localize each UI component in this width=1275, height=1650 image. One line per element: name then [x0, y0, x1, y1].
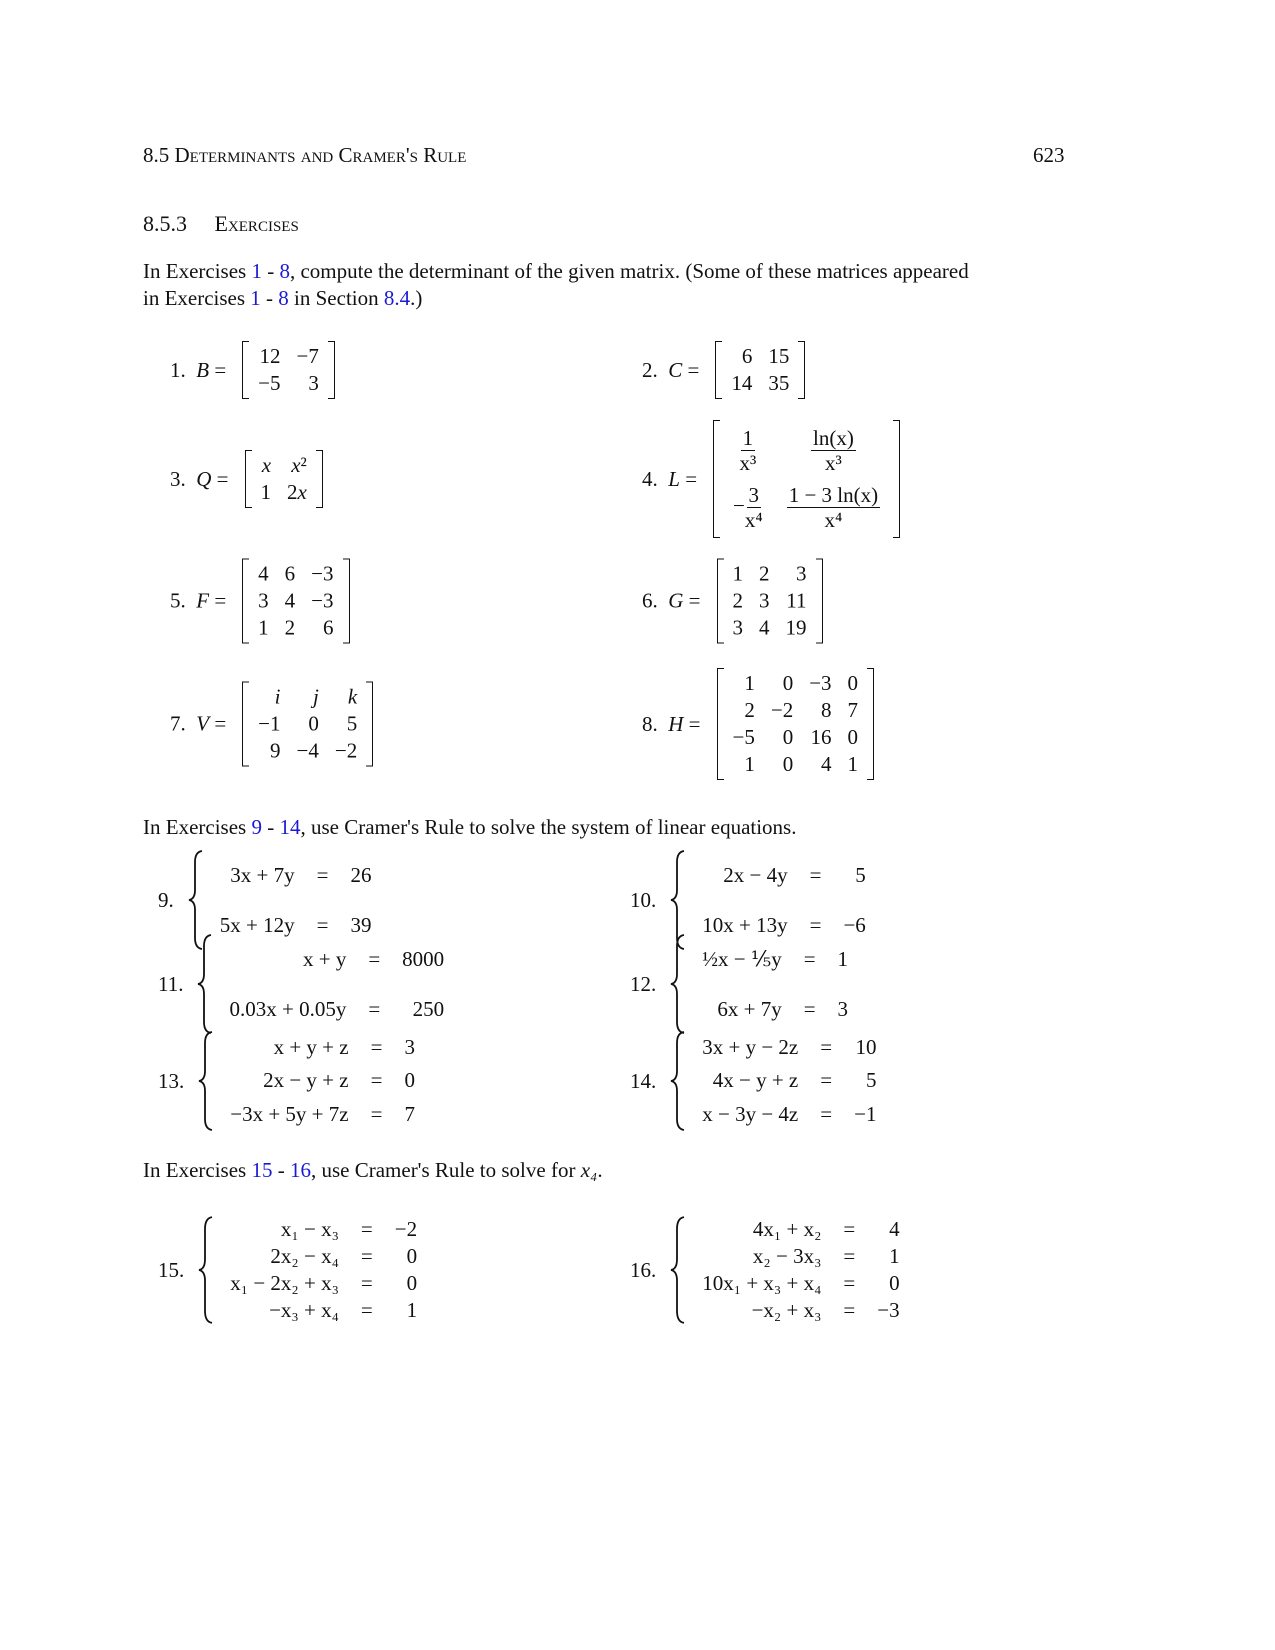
matrix — [242, 682, 373, 767]
equation-row — [222, 1031, 423, 1064]
subsection-title: Exercises — [214, 211, 299, 236]
matrix-entry: 0 — [782, 725, 794, 749]
matrix-entry: 15 — [768, 344, 790, 368]
equation-lhs: 4x − y + z — [712, 1068, 799, 1093]
matrix-entry: 1 — [744, 671, 755, 695]
equation-lhs: −x₃ + x₄ — [269, 1298, 339, 1322]
equation-rhs: −3 — [877, 1298, 900, 1322]
text: , compute the determinant of the given matrix. (Some of these matrices appeared — [289, 259, 969, 283]
matrix-row — [250, 588, 341, 615]
equals-sign: = — [843, 1298, 856, 1322]
equals-sign: = — [360, 1271, 373, 1295]
matrix-entry: 4 — [258, 561, 269, 586]
exercise-number: 8. — [642, 711, 658, 736]
matrix-entry: 0 — [847, 671, 859, 695]
exercise-4 — [642, 420, 900, 538]
matrix-entry: −2 — [770, 698, 794, 722]
equation-row — [694, 1297, 907, 1324]
numerator: 1 − 3 ln(x) — [788, 483, 879, 507]
equals-sign: = — [360, 1244, 373, 1268]
exercise-label: 16. — [630, 1257, 657, 1282]
equation-row — [694, 1064, 884, 1097]
matrix-name: B — [196, 357, 210, 382]
matrix-entry: 35 — [768, 371, 790, 395]
matrix-row — [253, 452, 315, 479]
matrix-entry: 1 — [732, 561, 744, 586]
matrix-entry: 7 — [847, 698, 859, 722]
equals-sign: = — [368, 996, 381, 1021]
denominator: x³ — [825, 451, 842, 475]
exercise-label: 10. — [630, 887, 657, 912]
left-brace-icon — [198, 1216, 214, 1324]
equation-rhs: −2 — [394, 1217, 418, 1241]
equation-rhs: 0 — [889, 1271, 900, 1295]
equation-lhs: 2x₂ − x₄ — [270, 1244, 339, 1268]
fraction — [787, 483, 880, 532]
equation-rhs: 3 — [837, 996, 849, 1021]
text: In Exercises — [143, 259, 252, 283]
matrix-entry: 16 — [810, 725, 832, 749]
matrix-entry: 0 — [782, 671, 794, 695]
matrix-entry: i — [274, 684, 281, 709]
equation-row — [222, 1216, 425, 1243]
text: , use Cramer's Rule to solve the system of linear equations. — [300, 815, 797, 839]
matrix-entry: 1 — [744, 752, 755, 776]
matrix-entry: 3 — [732, 615, 744, 640]
exercise-label: 5. F = — [170, 588, 227, 613]
matrix-entry: −5 — [258, 371, 281, 395]
matrix-entry: −2 — [334, 738, 358, 763]
denominator: x⁴ — [744, 508, 763, 532]
equals-sign: = — [843, 1217, 856, 1241]
matrix-row — [723, 370, 797, 397]
equation-row — [694, 934, 856, 984]
equals-sign: = — [316, 912, 329, 937]
matrix-row — [725, 724, 867, 751]
exercise-1 — [170, 341, 335, 399]
matrix-entry — [721, 422, 775, 479]
numerator: 1 — [742, 426, 754, 450]
variable-x4: x₄ — [580, 1158, 598, 1182]
equals-sign: = — [843, 1244, 856, 1268]
equation-rhs: 0 — [404, 1068, 415, 1093]
exercise-label: 14. — [630, 1068, 657, 1093]
equation-rhs: 7 — [404, 1101, 415, 1126]
equation-row — [221, 934, 452, 984]
equals-sign: = — [820, 1068, 833, 1093]
exercise-label: 12. — [630, 971, 657, 996]
matrix-entry: 4 — [759, 615, 770, 640]
exercise-2 — [642, 341, 805, 399]
equation-rhs: 0 — [406, 1271, 418, 1295]
link-exercise-8-sec84[interactable]: 8 — [278, 286, 289, 310]
link-exercise-1[interactable]: 1 — [251, 259, 262, 283]
equation-system — [198, 1031, 423, 1131]
matrix-row — [250, 711, 365, 738]
equation-rhs: 26 — [350, 862, 372, 887]
fraction-sign: − — [733, 493, 745, 518]
equals-sign: = — [316, 862, 329, 887]
exercise-number: 2. — [642, 357, 658, 382]
matrix-entry: 12 — [259, 344, 281, 368]
exercise-label: 3. Q = — [170, 466, 229, 491]
equation-row — [694, 1031, 884, 1064]
left-brace-icon — [197, 934, 213, 1034]
matrix-entry — [775, 479, 892, 536]
matrix — [242, 559, 349, 644]
matrix-entry: 0 — [847, 725, 859, 749]
equation-rhs: 4 — [889, 1217, 900, 1241]
exercise-label: 4. L = — [642, 466, 698, 491]
equation-rhs: 5 — [855, 862, 866, 887]
matrix — [715, 341, 805, 399]
matrix-entry: x — [261, 453, 272, 477]
equation-row — [694, 1216, 907, 1243]
equation-lhs: x₁ − 2x₂ + x₃ — [230, 1271, 339, 1295]
matrix-entry: 11 — [786, 588, 807, 613]
link-exercise-15[interactable]: 15 — [251, 1158, 273, 1182]
fraction — [745, 483, 763, 532]
matrix — [242, 341, 335, 399]
equation-rhs: −6 — [843, 912, 866, 937]
equation-row — [222, 1243, 425, 1270]
exercise-label: 2. C = — [642, 357, 700, 382]
matrix-entry: 0 — [782, 752, 794, 776]
text: .) — [410, 286, 423, 310]
matrix-entry: −5 — [732, 725, 755, 749]
matrix-entry: 19 — [785, 615, 807, 640]
numerator: ln(x) — [813, 426, 854, 450]
intro-cramer-x4 — [143, 1158, 603, 1183]
equals-sign: = — [803, 996, 816, 1021]
text: - — [261, 815, 280, 839]
matrix-entry: 4 — [821, 752, 832, 776]
exercise-8 — [642, 668, 874, 780]
equation-lhs: 3x + y − 2z — [702, 1035, 799, 1060]
matrix-entry: 6 — [284, 561, 296, 586]
equation-rhs: 39 — [350, 912, 372, 937]
matrix-row — [725, 670, 867, 697]
matrix — [717, 668, 875, 780]
equation-row — [221, 984, 452, 1034]
matrix-name: L — [668, 466, 680, 491]
equation-system — [198, 1216, 425, 1324]
link-exercise-16[interactable]: 16 — [289, 1158, 311, 1182]
exercise-14 — [630, 1031, 884, 1131]
equation-rhs: 8000 — [402, 946, 445, 971]
equation-lhs: 10x + 13y — [702, 912, 788, 937]
matrix — [713, 420, 900, 538]
matrix-entry: 2x — [287, 480, 307, 504]
matrix-entry: 1 — [260, 480, 272, 504]
equals-sign: = — [809, 912, 822, 937]
exercise-15 — [158, 1216, 425, 1324]
matrix-entry: 14 — [731, 371, 753, 395]
exercise-label: 6. G = — [642, 588, 701, 613]
exercise-label: 8. H = — [642, 711, 701, 736]
matrix-row — [725, 615, 815, 642]
equals-sign: = — [360, 1298, 373, 1322]
running-header-title: 8.5 Determinants and Cramer's Rule — [143, 143, 467, 167]
link-section-8-4[interactable]: 8.4 — [383, 286, 411, 310]
matrix-entry: 0 — [308, 711, 319, 736]
matrix-entry: −4 — [296, 738, 319, 763]
exercise-label: 13. — [158, 1068, 185, 1093]
exercise-label: 1. B = — [170, 357, 227, 382]
left-brace-icon — [670, 1031, 686, 1131]
exercise-6 — [642, 559, 823, 644]
equation-lhs: 3x + 7y — [230, 862, 295, 887]
equation-system — [670, 1216, 907, 1324]
exercise-label: 15. — [158, 1257, 185, 1282]
equation-rhs: 3 — [404, 1035, 415, 1060]
fraction — [811, 426, 856, 475]
matrix-entry: 4 — [284, 588, 296, 613]
exercise-label: 11. — [158, 971, 184, 996]
equation-system — [197, 934, 452, 1034]
matrix — [245, 450, 323, 508]
equals-sign: = — [370, 1035, 383, 1060]
text: , use Cramer's Rule to solve for — [310, 1158, 581, 1182]
matrix-entry — [721, 479, 775, 536]
matrix-entry: −7 — [296, 344, 319, 368]
exercise-11 — [158, 934, 452, 1034]
equation-lhs: 6x + 7y — [717, 996, 782, 1021]
equals-sign: = — [370, 1068, 383, 1093]
left-brace-icon — [198, 1031, 214, 1131]
matrix-name: C — [668, 357, 683, 382]
text: in Exercises — [143, 286, 251, 310]
subsection-number: 8.5.3 — [143, 211, 187, 236]
equation-system — [670, 1031, 884, 1131]
exercise-3 — [170, 450, 323, 508]
equation-lhs: x + y — [302, 946, 347, 971]
equation-row — [222, 1270, 425, 1297]
matrix-entry: −1 — [258, 711, 281, 736]
matrix-entry: j — [313, 684, 319, 709]
text: In Exercises — [143, 1158, 252, 1182]
matrix-entry: 6 — [323, 615, 334, 640]
matrix-entry: x² — [291, 453, 307, 477]
link-exercise-1-sec84[interactable]: 1 — [250, 286, 261, 310]
matrix-entry: 2 — [759, 561, 770, 586]
left-brace-icon — [670, 934, 686, 1034]
matrix-row — [250, 343, 327, 370]
matrix-row — [721, 422, 892, 479]
matrix-entry: 3 — [796, 561, 807, 586]
matrix-entry: 5 — [346, 711, 358, 736]
matrix-entry: k — [347, 684, 358, 709]
equation-row — [694, 850, 874, 900]
equation-row — [222, 1064, 423, 1097]
fraction — [739, 426, 756, 475]
equation-lhs: x + y + z — [273, 1035, 349, 1060]
equation-rhs: −1 — [854, 1101, 877, 1126]
matrix-row — [253, 479, 315, 506]
matrix-row — [723, 343, 797, 370]
equation-system — [670, 934, 856, 1034]
matrix — [717, 559, 823, 644]
matrix-entry: 1 — [258, 615, 269, 640]
equation-row — [694, 1243, 907, 1270]
equation-lhs: 5x + 12y — [219, 912, 295, 937]
exercise-label: 9. — [158, 887, 174, 912]
matrix-entry: 9 — [270, 738, 281, 763]
matrix-entry: 8 — [821, 698, 832, 722]
exercise-number: 1. — [170, 357, 186, 382]
equation-row — [694, 1098, 884, 1131]
matrix-entry: 6 — [741, 344, 753, 368]
matrix-entry: −3 — [311, 588, 334, 613]
matrix-row — [250, 561, 341, 588]
exercise-number: 3. — [170, 466, 186, 491]
matrix-row — [725, 588, 815, 615]
equation-lhs: 2x − y + z — [263, 1068, 349, 1093]
equation-rhs: 1 — [406, 1298, 418, 1322]
equation-row — [222, 1297, 425, 1324]
matrix-entry: 2 — [284, 615, 296, 640]
matrix-entry: −3 — [809, 671, 832, 695]
text: in Section — [288, 286, 384, 310]
equation-lhs: x₂ − 3x₃ — [752, 1244, 822, 1268]
equation-row — [694, 1270, 907, 1297]
matrix-entry: 3 — [258, 588, 269, 613]
equation-row — [694, 984, 856, 1034]
equation-lhs: 2x − 4y — [723, 862, 788, 887]
left-brace-icon — [670, 1216, 686, 1324]
equals-sign: = — [803, 946, 816, 971]
exercise-16 — [630, 1216, 908, 1324]
matrix-entry: 3 — [759, 588, 770, 613]
exercise-13 — [158, 1031, 423, 1131]
denominator: x³ — [739, 451, 757, 475]
equals-sign: = — [820, 1101, 833, 1126]
equation-rhs: 1 — [889, 1244, 900, 1268]
matrix-row — [250, 684, 365, 711]
matrix-row — [725, 751, 867, 778]
equals-sign: = — [360, 1217, 373, 1241]
numerator: 3 — [748, 483, 760, 507]
text: In Exercises — [143, 815, 252, 839]
link-exercise-9[interactable]: 9 — [251, 815, 262, 839]
equation-rhs: 1 — [837, 946, 849, 971]
intro-determinants — [143, 258, 1073, 312]
equation-row — [222, 1098, 423, 1131]
link-exercise-8[interactable]: 8 — [279, 259, 290, 283]
exercise-label: 7. V = — [170, 711, 227, 736]
exercise-5 — [170, 559, 350, 644]
subsection-heading — [143, 211, 299, 237]
equation-lhs: 4x₁ + x₂ — [752, 1217, 822, 1241]
equation-lhs: 10x₁ + x₃ + x₄ — [702, 1271, 822, 1295]
matrix-entry: 2 — [732, 588, 744, 613]
equals-sign: = — [370, 1101, 383, 1126]
exercise-number: 7. — [170, 711, 186, 736]
equation-lhs: −3x + 5y + 7z — [230, 1101, 349, 1126]
text: - — [272, 1158, 290, 1182]
matrix-entry — [775, 422, 892, 479]
exercise-number: 4. — [642, 466, 658, 491]
text: - — [260, 286, 279, 310]
equation-lhs: x − 3y − 4z — [702, 1101, 799, 1126]
text: - — [261, 259, 280, 283]
matrix-entry: 2 — [744, 698, 755, 722]
equation-rhs: 0 — [406, 1244, 418, 1268]
matrix-row — [250, 370, 327, 397]
matrix-row — [250, 615, 341, 642]
matrix-name: H — [668, 711, 684, 736]
equation-lhs: ½x − ⅕y — [702, 946, 782, 971]
equation-rhs: 5 — [865, 1068, 877, 1093]
equation-lhs: 0.03x + 0.05y — [229, 996, 347, 1021]
matrix-row — [725, 561, 815, 588]
matrix-entry: 1 — [847, 752, 859, 776]
matrix-row — [721, 479, 892, 536]
equals-sign: = — [368, 946, 381, 971]
text: . — [597, 1158, 603, 1182]
matrix-row — [725, 697, 867, 724]
exercise-number: 5. — [170, 588, 186, 613]
equals-sign: = — [809, 862, 822, 887]
matrix-entry: −3 — [311, 561, 334, 586]
matrix-name: G — [668, 588, 684, 613]
matrix-name: Q — [196, 466, 212, 491]
link-exercise-14[interactable]: 14 — [279, 815, 301, 839]
equation-lhs: −x₂ + x₃ — [751, 1298, 822, 1322]
exercise-12 — [630, 934, 856, 1034]
denominator: x⁴ — [824, 508, 843, 532]
equation-rhs: 250 — [412, 996, 445, 1021]
matrix-name: F — [196, 588, 210, 613]
matrix-entry: 3 — [308, 371, 319, 395]
page-number: 623 — [1033, 143, 1065, 167]
equals-sign: = — [843, 1271, 856, 1295]
exercise-7 — [170, 682, 373, 767]
equation-rhs: 10 — [855, 1035, 877, 1060]
exercise-number: 6. — [642, 588, 658, 613]
matrix-name: V — [196, 711, 210, 736]
equals-sign: = — [820, 1035, 833, 1060]
matrix-row — [250, 738, 365, 765]
equation-lhs: x₁ − x₃ — [280, 1217, 339, 1241]
equation-row — [212, 850, 380, 900]
intro-cramer-systems — [143, 815, 796, 840]
